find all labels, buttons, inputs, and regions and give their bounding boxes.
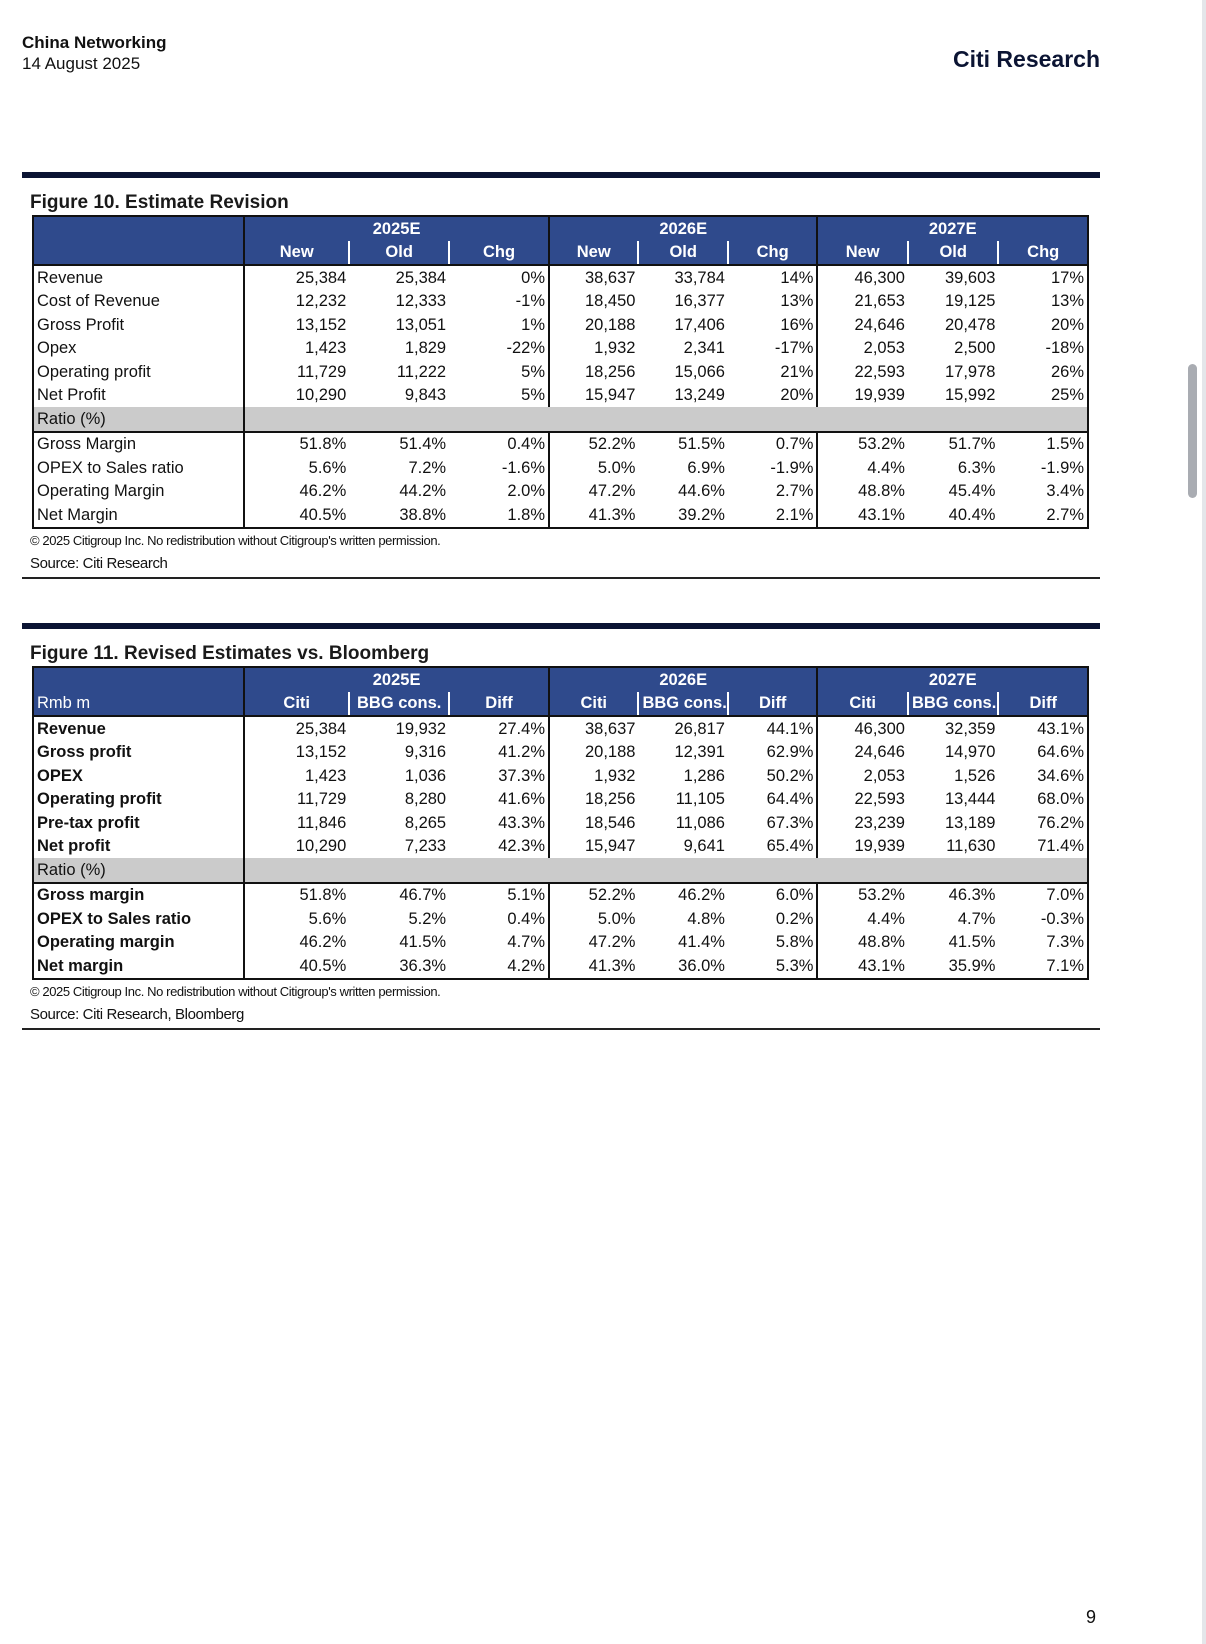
table-cell: 39,603 [944, 268, 996, 287]
table-cell: 1,932 [549, 337, 638, 361]
table-cell: 1,526 [954, 766, 996, 785]
table-cell: 41.3% [549, 954, 638, 979]
table-cell: 2,053 [817, 337, 908, 361]
table-cell: 2.1% [728, 503, 818, 528]
table-cell: 21% [780, 362, 814, 381]
table-cell: 2.0% [507, 482, 545, 501]
table-cell: 15,947 [549, 835, 638, 859]
year-header-row [33, 216, 1088, 241]
page-header-left [22, 32, 167, 74]
table-cell: 52.2% [549, 883, 638, 908]
column-header: Chg [449, 241, 549, 266]
table-cell: 11,105 [675, 790, 725, 809]
table-cell: 44.6% [678, 482, 725, 501]
table-cell: 36.0% [638, 954, 727, 979]
table-cell: 50.2% [766, 766, 814, 785]
column-header: Old [349, 241, 449, 266]
column-header: BBG cons. [349, 692, 449, 717]
table-cell: -1% [515, 292, 545, 311]
table-cell: 8,265 [404, 813, 447, 832]
table-cell: 38,637 [549, 716, 638, 741]
table-cell: 47.2% [549, 480, 638, 504]
table-cell: 13,152 [244, 741, 349, 765]
table-cell: 13,152 [244, 313, 349, 337]
table-cell: 6.3% [957, 458, 996, 477]
column-header: BBG cons. [638, 692, 727, 717]
table-row [33, 716, 1088, 741]
table-row [33, 931, 1088, 955]
header-corner-blank [33, 216, 244, 241]
table-cell: 7.0% [998, 883, 1088, 908]
ratio-section-label: Ratio (%) [33, 858, 244, 883]
table-cell: 43.1% [817, 503, 908, 528]
table-cell: 38.8% [349, 503, 449, 528]
table-cell: 11,729 [244, 360, 349, 384]
table-cell: 22,593 [817, 360, 908, 384]
copyright-note: © 2025 Citigroup Inc. No redistribution without Citigroup's written permission. [30, 983, 441, 999]
table-cell: 22,593 [817, 788, 908, 812]
report-date: 14 August 2025 [22, 54, 141, 73]
table-cell: 68.0% [998, 788, 1088, 812]
table-cell: 41.5% [948, 933, 996, 952]
year-header: 2026E [549, 667, 817, 692]
table-cell: 1% [521, 315, 545, 334]
table-cell: 51.7% [948, 435, 996, 454]
table-cell: 7.1% [998, 954, 1088, 979]
table-cell: 6.0% [775, 886, 814, 905]
table-cell: 53.2% [817, 883, 908, 908]
table-cell: 17% [998, 265, 1088, 290]
table-cell: 1,286 [683, 766, 725, 785]
table-cell: 17,406 [674, 315, 725, 334]
table-cell: 25,384 [244, 716, 349, 741]
table-cell: 4.7% [957, 909, 996, 928]
table-row [33, 480, 1088, 504]
table-row [33, 360, 1088, 384]
table-cell: 48.8% [817, 931, 908, 955]
table-cell: 12,333 [395, 292, 447, 311]
table-cell: 64.4% [766, 790, 814, 809]
figure-top-rule [22, 172, 1100, 178]
table-cell: 34.6% [998, 764, 1088, 788]
table-cell: 42.3% [498, 837, 545, 856]
table-cell: 51.8% [244, 432, 349, 457]
table-cell: 5% [521, 386, 545, 405]
table-cell: 4.4% [817, 907, 908, 931]
table-cell: 10,290 [244, 384, 349, 408]
table-row [33, 503, 1088, 528]
table-row [33, 432, 1088, 457]
table-cell: 46,300 [817, 265, 908, 290]
table-row [33, 907, 1088, 931]
figure-11 [22, 623, 1100, 1030]
table-cell: 46.3% [948, 886, 996, 905]
table-cell: 13% [998, 290, 1088, 314]
table-cell: 16% [780, 315, 814, 334]
table-cell: 33,784 [674, 268, 725, 287]
ratio-section-row [33, 407, 1088, 432]
table-cell: 38,637 [549, 265, 638, 290]
table-cell: 10,290 [244, 835, 349, 859]
row-label: Gross Margin [33, 432, 244, 457]
table-cell: 46,300 [817, 716, 908, 741]
row-label: Gross profit [33, 741, 244, 765]
column-header: New [244, 241, 349, 266]
table-cell: 1,932 [549, 764, 638, 788]
scrollbar-track[interactable] [1202, 0, 1206, 1644]
table-cell: 5% [521, 362, 545, 381]
table-cell: 43.1% [817, 954, 908, 979]
table-cell: 2,341 [683, 339, 725, 358]
page-number: 9 [1085, 1607, 1096, 1627]
data-table [32, 215, 1089, 529]
table-cell: 12,391 [674, 743, 725, 762]
figure-10 [22, 172, 1100, 579]
year-header: 2027E [817, 667, 1088, 692]
table-row [33, 337, 1088, 361]
table-row [33, 788, 1088, 812]
table-cell: 35.9% [908, 954, 999, 979]
table-row [33, 384, 1088, 408]
table-cell: 20% [780, 386, 814, 405]
table-cell: -1.9% [770, 458, 814, 477]
table-row [33, 741, 1088, 765]
header-corner-label: Rmb m [33, 692, 244, 717]
source-note: Source: Citi Research [30, 554, 168, 572]
row-label: Operating margin [33, 931, 244, 955]
figure-title: Figure 11. Revised Estimates vs. Bloomberg [30, 643, 430, 664]
row-label: OPEX [33, 764, 244, 788]
table-cell: 65.4% [766, 837, 814, 856]
row-label: Net profit [33, 835, 244, 859]
table-row [33, 290, 1088, 314]
table-cell: 46.2% [244, 931, 349, 955]
table-cell: 1,829 [404, 339, 447, 358]
column-header: Diff [728, 692, 818, 717]
table-cell: 51.5% [678, 435, 725, 454]
source-note: Source: Citi Research, Bloomberg [30, 1005, 244, 1023]
table-cell: 13,189 [944, 813, 996, 832]
table-row [33, 313, 1088, 337]
year-header: 2026E [549, 216, 817, 241]
table-cell: 25,384 [395, 268, 447, 287]
table-cell: 46.2% [244, 480, 349, 504]
table-row [33, 265, 1088, 290]
table-cell: 11,846 [244, 811, 349, 835]
table-cell: 3.4% [998, 480, 1088, 504]
brand-name: Citi Research [952, 46, 1100, 72]
table-cell: 46.2% [678, 886, 725, 905]
copyright-note: © 2025 Citigroup Inc. No redistribution without Citigroup's written permission. [30, 532, 441, 548]
table-cell: 45.4% [948, 482, 996, 501]
table-cell: 43.3% [498, 813, 545, 832]
sub-header-row [33, 241, 1088, 266]
table-cell: 25,384 [244, 265, 349, 290]
table-cell: 64.6% [998, 741, 1088, 765]
table-cell: 17,978 [944, 362, 996, 381]
table-cell: 1.8% [449, 503, 549, 528]
table-cell: 5.6% [244, 456, 349, 480]
table-cell: 53.2% [817, 432, 908, 457]
table-cell: 7,233 [404, 837, 447, 856]
year-header-row [33, 667, 1088, 692]
table-cell: 18,256 [549, 360, 638, 384]
table-cell: 0.4% [507, 435, 545, 454]
table-cell: -1.9% [998, 456, 1088, 480]
table-cell: 20,188 [549, 741, 638, 765]
table-cell: 1.5% [998, 432, 1088, 457]
table-cell: 4.4% [817, 456, 908, 480]
column-header: New [817, 241, 908, 266]
table-cell: 76.2% [998, 811, 1088, 835]
column-header: Citi [549, 692, 638, 717]
table-cell: 13% [780, 292, 814, 311]
table-cell: 23,239 [817, 811, 908, 835]
table-row [33, 456, 1088, 480]
scrollbar-thumb[interactable] [1188, 364, 1197, 498]
table-cell: 62.9% [766, 743, 814, 762]
table-cell: -22% [506, 339, 545, 358]
table-cell: 1,423 [244, 337, 349, 361]
table-cell: 44.1% [766, 719, 814, 738]
table-cell: 36.3% [349, 954, 449, 979]
table-cell: 2.7% [775, 482, 814, 501]
year-header: 2027E [817, 216, 1088, 241]
table-cell: 5.1% [507, 886, 545, 905]
table-cell: 9,843 [404, 386, 447, 405]
row-label: Revenue [33, 716, 244, 741]
column-header: Chg [998, 241, 1088, 266]
table-cell: 11,630 [946, 837, 996, 856]
sub-header-row [33, 692, 1088, 717]
header-corner-blank [33, 667, 244, 692]
table-cell: 2,053 [817, 764, 908, 788]
table-cell: 0.4% [507, 909, 545, 928]
table-cell: 41.5% [399, 933, 447, 952]
table-cell: 1,423 [244, 764, 349, 788]
table-cell: 12,232 [244, 290, 349, 314]
row-label: Opex [33, 337, 244, 361]
table-cell: 7.2% [408, 458, 447, 477]
data-table [32, 666, 1089, 980]
figure-top-rule [22, 623, 1100, 629]
table-cell: 4.2% [449, 954, 549, 979]
row-label: Net Margin [33, 503, 244, 528]
table-cell: 44.2% [399, 482, 447, 501]
table-cell: 46.7% [399, 886, 447, 905]
table-cell: 13,249 [674, 386, 725, 405]
ratio-section-row [33, 858, 1088, 883]
column-header: Diff [449, 692, 549, 717]
row-label: Cost of Revenue [33, 290, 244, 314]
year-header: 2025E [244, 667, 549, 692]
row-label: Operating Margin [33, 480, 244, 504]
table-cell: 20% [998, 313, 1088, 337]
table-cell: 51.8% [244, 883, 349, 908]
table-cell: 40.5% [244, 954, 349, 979]
table-cell: 13,444 [944, 790, 996, 809]
table-cell: -1.6% [501, 458, 545, 477]
header-corner-label [33, 241, 244, 266]
table-cell: 40.4% [908, 503, 999, 528]
column-header: Diff [998, 692, 1088, 717]
table-cell: 15,947 [549, 384, 638, 408]
row-label: OPEX to Sales ratio [33, 907, 244, 931]
table-cell: 26,817 [674, 719, 725, 738]
table-cell: 5.2% [408, 909, 447, 928]
figure-title: Figure 10. Estimate Revision [30, 192, 289, 213]
table-cell: 0.2% [775, 909, 814, 928]
table-cell: 41.6% [498, 790, 545, 809]
table-cell: 18,256 [549, 788, 638, 812]
table-cell: 19,939 [817, 835, 908, 859]
table-cell: 9,316 [404, 743, 447, 762]
table-cell: 11,222 [396, 362, 447, 381]
table-cell: 5.0% [549, 456, 638, 480]
table-cell: 2.7% [998, 503, 1088, 528]
table-cell: 2,500 [954, 339, 996, 358]
row-label: Net Profit [33, 384, 244, 408]
table-cell: 15,066 [674, 362, 725, 381]
column-header: Chg [728, 241, 818, 266]
table-cell: 8,280 [404, 790, 447, 809]
column-header: Citi [817, 692, 908, 717]
column-header: New [549, 241, 638, 266]
ratio-section-fill [244, 407, 1088, 432]
row-label: Operating profit [33, 360, 244, 384]
table-cell: -18% [998, 337, 1088, 361]
row-label: Net margin [33, 954, 244, 979]
table-cell: -17% [774, 339, 814, 358]
table-cell: 4.7% [507, 933, 545, 952]
row-label: Pre-tax profit [33, 811, 244, 835]
row-label: Gross Profit [33, 313, 244, 337]
table-cell: 9,641 [683, 837, 725, 856]
ratio-section-fill [244, 858, 1088, 883]
table-row [33, 764, 1088, 788]
table-cell: 47.2% [549, 931, 638, 955]
table-cell: 18,546 [549, 811, 638, 835]
column-header: Citi [244, 692, 349, 717]
table-cell: 67.3% [766, 813, 814, 832]
figure-bottom-rule [22, 1028, 1100, 1030]
column-header: Old [908, 241, 999, 266]
table-cell: 19,939 [817, 384, 908, 408]
table-cell: 48.8% [817, 480, 908, 504]
table-cell: 15,992 [944, 386, 996, 405]
row-label: Revenue [33, 265, 244, 290]
table-cell: 16,377 [674, 292, 725, 311]
table-cell: 0.7% [775, 435, 814, 454]
table-cell: 13,051 [395, 315, 447, 334]
table-cell: 19,932 [395, 719, 447, 738]
table-cell: 11,086 [675, 813, 725, 832]
table-cell: 39.2% [638, 503, 727, 528]
table-row [33, 883, 1088, 908]
table-cell: 24,646 [817, 741, 908, 765]
year-header: 2025E [244, 216, 549, 241]
column-header: BBG cons. [908, 692, 999, 717]
table-cell: 51.4% [399, 435, 447, 454]
table-cell: 40.5% [244, 503, 349, 528]
table-cell: 6.9% [687, 458, 725, 477]
table-cell: 27.4% [498, 719, 545, 738]
table-cell: 41.3% [549, 503, 638, 528]
table-row [33, 811, 1088, 835]
table-row [33, 835, 1088, 859]
table-cell: 20,478 [944, 315, 996, 334]
table-row [33, 954, 1088, 979]
table-cell: 14,970 [944, 743, 996, 762]
table-cell: 1,036 [404, 766, 447, 785]
table-cell: 25% [998, 384, 1088, 408]
column-header: Old [638, 241, 727, 266]
table-cell: 41.2% [498, 743, 545, 762]
table-cell: 5.6% [244, 907, 349, 931]
table-cell: 21,653 [817, 290, 908, 314]
table-cell: 4.8% [687, 909, 725, 928]
row-label: Operating profit [33, 788, 244, 812]
table-cell: 20,188 [549, 313, 638, 337]
table-cell: 18,450 [549, 290, 638, 314]
table-cell: 5.3% [728, 954, 818, 979]
table-cell: 41.4% [678, 933, 725, 952]
table-cell: 5.0% [549, 907, 638, 931]
figure-bottom-rule [22, 577, 1100, 579]
table-cell: 11,729 [244, 788, 349, 812]
table-cell: 0% [521, 268, 545, 287]
table-cell: 52.2% [549, 432, 638, 457]
table-cell: -0.3% [998, 907, 1088, 931]
table-cell: 5.8% [775, 933, 814, 952]
table-cell: 32,359 [944, 719, 996, 738]
table-cell: 24,646 [817, 313, 908, 337]
table-cell: 71.4% [998, 835, 1088, 859]
table-cell: 37.3% [498, 766, 545, 785]
row-label: Gross margin [33, 883, 244, 908]
row-label: OPEX to Sales ratio [33, 456, 244, 480]
table-cell: 26% [998, 360, 1088, 384]
table-cell: 7.3% [998, 931, 1088, 955]
table-cell: 19,125 [944, 292, 996, 311]
ratio-section-label: Ratio (%) [33, 407, 244, 432]
section-name: China Networking [22, 33, 167, 52]
table-cell: 14% [780, 268, 814, 287]
table-cell: 43.1% [998, 716, 1088, 741]
